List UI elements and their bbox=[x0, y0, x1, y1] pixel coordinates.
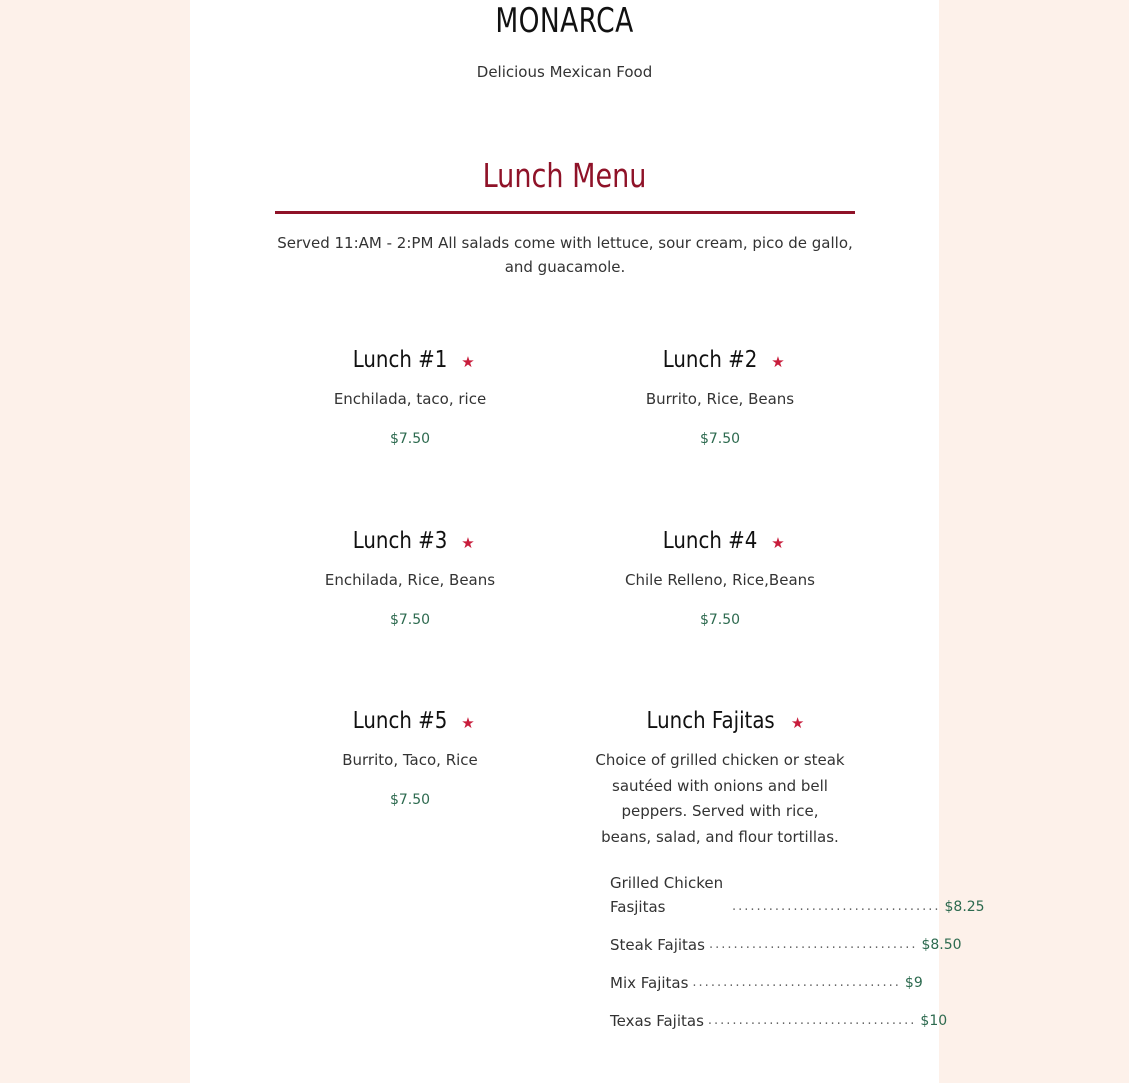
dot-leader: .................................. bbox=[707, 1013, 917, 1028]
menu-item-lunch-fajitas bbox=[570, 706, 870, 850]
dot-leader: .................................. bbox=[732, 899, 941, 914]
menu-item-description: Chile Relleno, Rice,Beans bbox=[625, 571, 815, 589]
menu-item-lunch-1 bbox=[260, 345, 560, 447]
menu-item-price: $7.50 bbox=[699, 430, 741, 447]
menu-item-description: Burrito, Rice, Beans bbox=[645, 390, 795, 408]
fajita-option-name: Steak Fajitas bbox=[610, 936, 705, 954]
menu-title-divider bbox=[275, 211, 855, 214]
fajita-option-price: $8.25 bbox=[944, 899, 985, 915]
star-icon: ★ bbox=[461, 714, 475, 732]
star-icon: ★ bbox=[461, 353, 475, 371]
menu-item-title: Lunch #2 bbox=[662, 347, 758, 373]
menu-item-description: Enchilada, taco, rice bbox=[333, 390, 487, 408]
dot-leader: .................................. bbox=[708, 937, 918, 952]
menu-description: Served 11:AM - 2:PM All salads come with lettuce, sour cream, pico de gallo, and guacamole. bbox=[277, 234, 853, 276]
brand-name[interactable]: MONARCA bbox=[495, 1, 634, 41]
fajita-option bbox=[610, 1009, 948, 1033]
fajita-option-price: $8.50 bbox=[921, 937, 962, 953]
menu-item-price: $7.50 bbox=[389, 611, 431, 628]
menu-item-lunch-2 bbox=[570, 345, 870, 447]
fajita-option-price: $10 bbox=[920, 1013, 948, 1029]
tagline: Delicious Mexican Food bbox=[476, 63, 653, 81]
fajita-option-name: Grilled Chicken Fasjitas bbox=[610, 874, 724, 916]
fajita-option-price: $9 bbox=[904, 975, 923, 991]
menu-item-description: Burrito, Taco, Rice bbox=[342, 751, 478, 769]
menu-item-price: $7.50 bbox=[389, 791, 431, 808]
menu-item-price: $7.50 bbox=[699, 611, 741, 628]
star-icon: ★ bbox=[771, 353, 785, 371]
menu-page bbox=[190, 0, 985, 1083]
menu-item-description: Choice of grilled chicken or steak sautéed with onions and bell peppers. Served with rice, beans, salad, and flour tortillas. bbox=[595, 751, 845, 846]
menu-item-title: Lunch #3 bbox=[352, 528, 448, 554]
fajita-option bbox=[610, 933, 962, 957]
fajita-option bbox=[610, 871, 985, 919]
dot-leader: .................................. bbox=[692, 975, 901, 990]
menu-item-description: Enchilada, Rice, Beans bbox=[324, 571, 496, 589]
menu-item-lunch-3 bbox=[260, 526, 560, 628]
menu-item-lunch-5 bbox=[260, 706, 560, 808]
fajita-option-name: Mix Fajitas bbox=[610, 974, 689, 992]
menu-title: Lunch Menu bbox=[482, 156, 647, 195]
fajita-price-list bbox=[610, 871, 985, 1047]
menu-item-price: $7.50 bbox=[389, 430, 431, 447]
menu-item-title: Lunch #1 bbox=[352, 347, 448, 373]
fajita-option-name: Texas Fajitas bbox=[610, 1012, 704, 1030]
menu-item-title: Lunch #4 bbox=[662, 528, 758, 554]
star-icon: ★ bbox=[771, 534, 785, 552]
menu-item-lunch-4 bbox=[570, 526, 870, 628]
fajita-option bbox=[610, 971, 923, 995]
star-icon: ★ bbox=[461, 534, 475, 552]
menu-item-title: Lunch #5 bbox=[352, 708, 448, 734]
star-icon: ★ bbox=[790, 714, 805, 732]
menu-item-title: Lunch Fajitas bbox=[646, 708, 775, 734]
